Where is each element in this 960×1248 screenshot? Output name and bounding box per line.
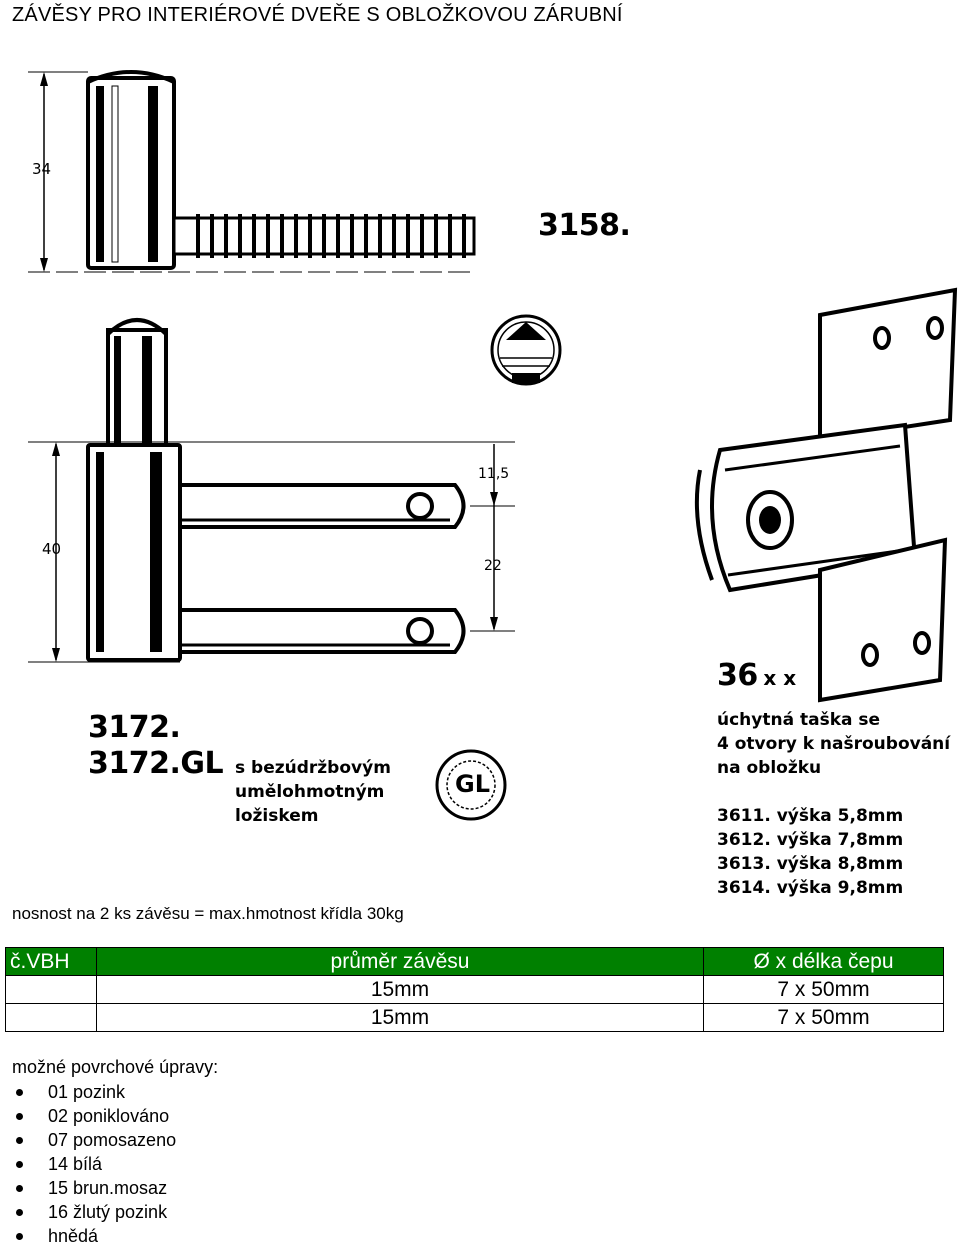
code-3172-gl: 3172.GL [88,746,224,781]
variant-item: 3614. výška 9,8mm [717,878,904,898]
header-pin-size: Ø x délka čepu [704,948,944,976]
dimension-34: 34 [32,160,52,178]
cell-diameter: 15mm [97,976,704,1004]
table-row [6,976,944,1004]
spec-table [5,947,944,1032]
page-title: ZÁVĚSY PRO INTERIÉROVÉ DVEŘE S OBLOŽKOVOU ZÁRUBNÍ [12,4,623,26]
variant-item: 3613. výška 8,8mm [717,854,904,874]
hinge-3158-illustration [28,72,474,272]
list-item: 15 brun.mosaz [12,1176,176,1200]
cell-diameter: 15mm [97,1004,704,1032]
dimension-22: 22 [484,558,502,574]
cell-pin-size: 7 x 50mm [704,1004,944,1032]
hinge-36xx-illustration [697,290,955,700]
table-row [6,1004,944,1032]
header-diameter: průměr závěsu [97,948,704,976]
pocket-variants-list [717,804,903,900]
list-item: 01 pozink [12,1080,176,1104]
hinge-3172-illustration [28,320,515,662]
variant-item: 3611. výška 5,8mm [717,806,904,826]
header-vbh: č.VBH [6,948,97,976]
pocket-description: úchytná taška se 4 otvory k našroubování na obložku [717,710,951,778]
dimension-11-5: 11,5 [478,466,510,482]
list-item: hnědá [12,1224,176,1248]
list-item: 02 poniklováno [12,1104,176,1128]
code-3172: 3172. [88,710,181,745]
finishes-label: možné povrchové úpravy: [12,1057,219,1077]
capacity-note: nosnost na 2 ks závěsu = max.hmotnost křídla 30kg [12,904,404,923]
dimension-40: 40 [42,540,62,558]
variant-item: 3612. výška 7,8mm [717,830,904,850]
ral-seal-text: RAL [511,341,535,354]
table-header-row [6,948,944,976]
cell-vbh [6,976,97,1004]
gl-seal-text: GL [455,770,490,798]
list-item: 07 pomosazeno [12,1128,176,1152]
cell-pin-size: 7 x 50mm [704,976,944,1004]
finishes-list [12,1080,176,1248]
gl-bearing-description: s bezúdržbovým umělohmotným ložiskem [235,758,391,826]
code-3158: 3158. [538,208,631,243]
list-item: 16 žlutý pozink [12,1200,176,1224]
code-36xx: 36 x x [717,658,797,693]
cell-vbh [6,1004,97,1032]
list-item: 14 bílá [12,1152,176,1176]
